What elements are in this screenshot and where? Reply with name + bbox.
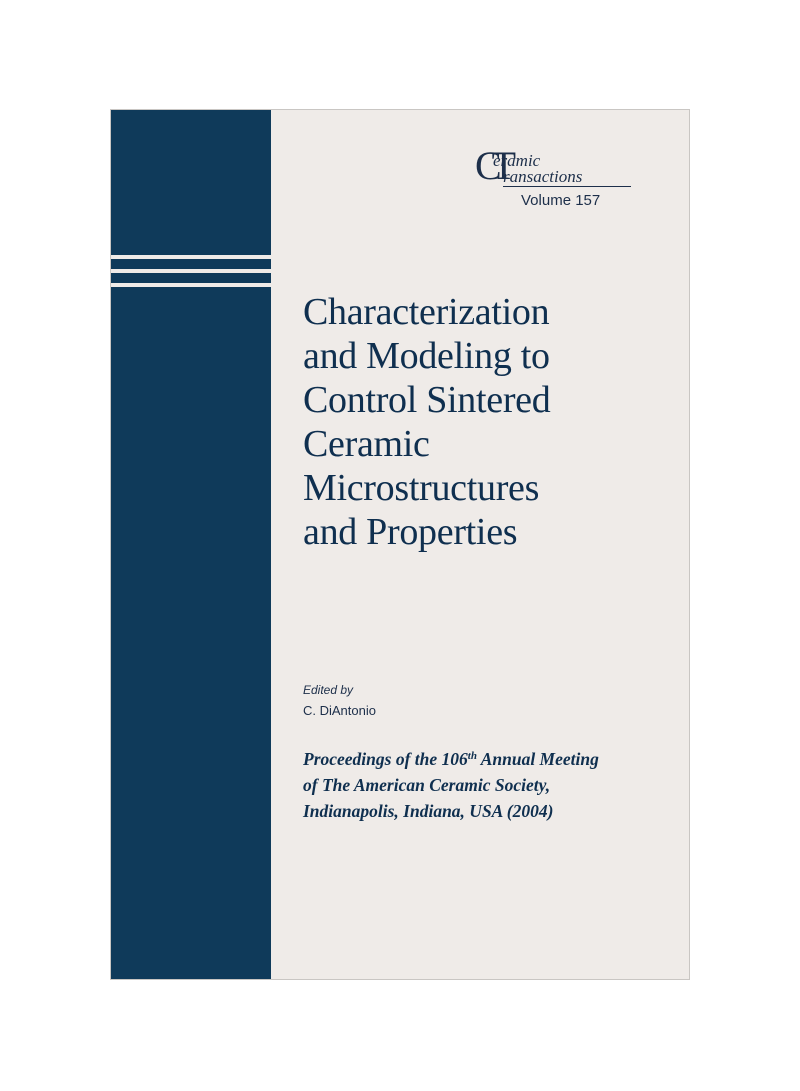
spine-band	[111, 110, 271, 979]
proceedings-line1-text: Proceedings of the 106	[303, 749, 468, 769]
spine-stripe	[111, 283, 271, 287]
edited-by-label: Edited by	[303, 683, 354, 697]
series-name-line1: eramic	[493, 151, 541, 170]
title-line: Ceramic	[303, 423, 430, 465]
editor-name: C. DiAntonio	[303, 703, 376, 718]
title-line: Microstructures	[303, 467, 540, 509]
book-title	[303, 290, 673, 554]
series-logo	[471, 143, 641, 212]
spine-stripe	[111, 269, 271, 273]
proceedings-line2: of The American Ceramic Society,	[303, 775, 551, 795]
volume-label: Volume 157	[521, 192, 601, 209]
proceedings-line1	[303, 746, 683, 772]
proceedings-line3: Indianapolis, Indiana, USA (2004)	[303, 801, 554, 821]
proceedings-line1-rest: Annual Meeting	[476, 749, 599, 769]
series-monogram: CT	[475, 143, 507, 188]
ordinal-suffix: th	[467, 750, 477, 762]
title-line: and Properties	[303, 511, 518, 553]
title-line: Characterization	[303, 291, 550, 333]
spine-stripe	[111, 255, 271, 259]
series-name-line2: ransactions	[503, 168, 631, 187]
title-line: and Modeling to	[303, 335, 550, 377]
book-cover	[110, 109, 690, 980]
title-line: Control Sintered	[303, 379, 551, 421]
proceedings-text	[303, 746, 683, 824]
